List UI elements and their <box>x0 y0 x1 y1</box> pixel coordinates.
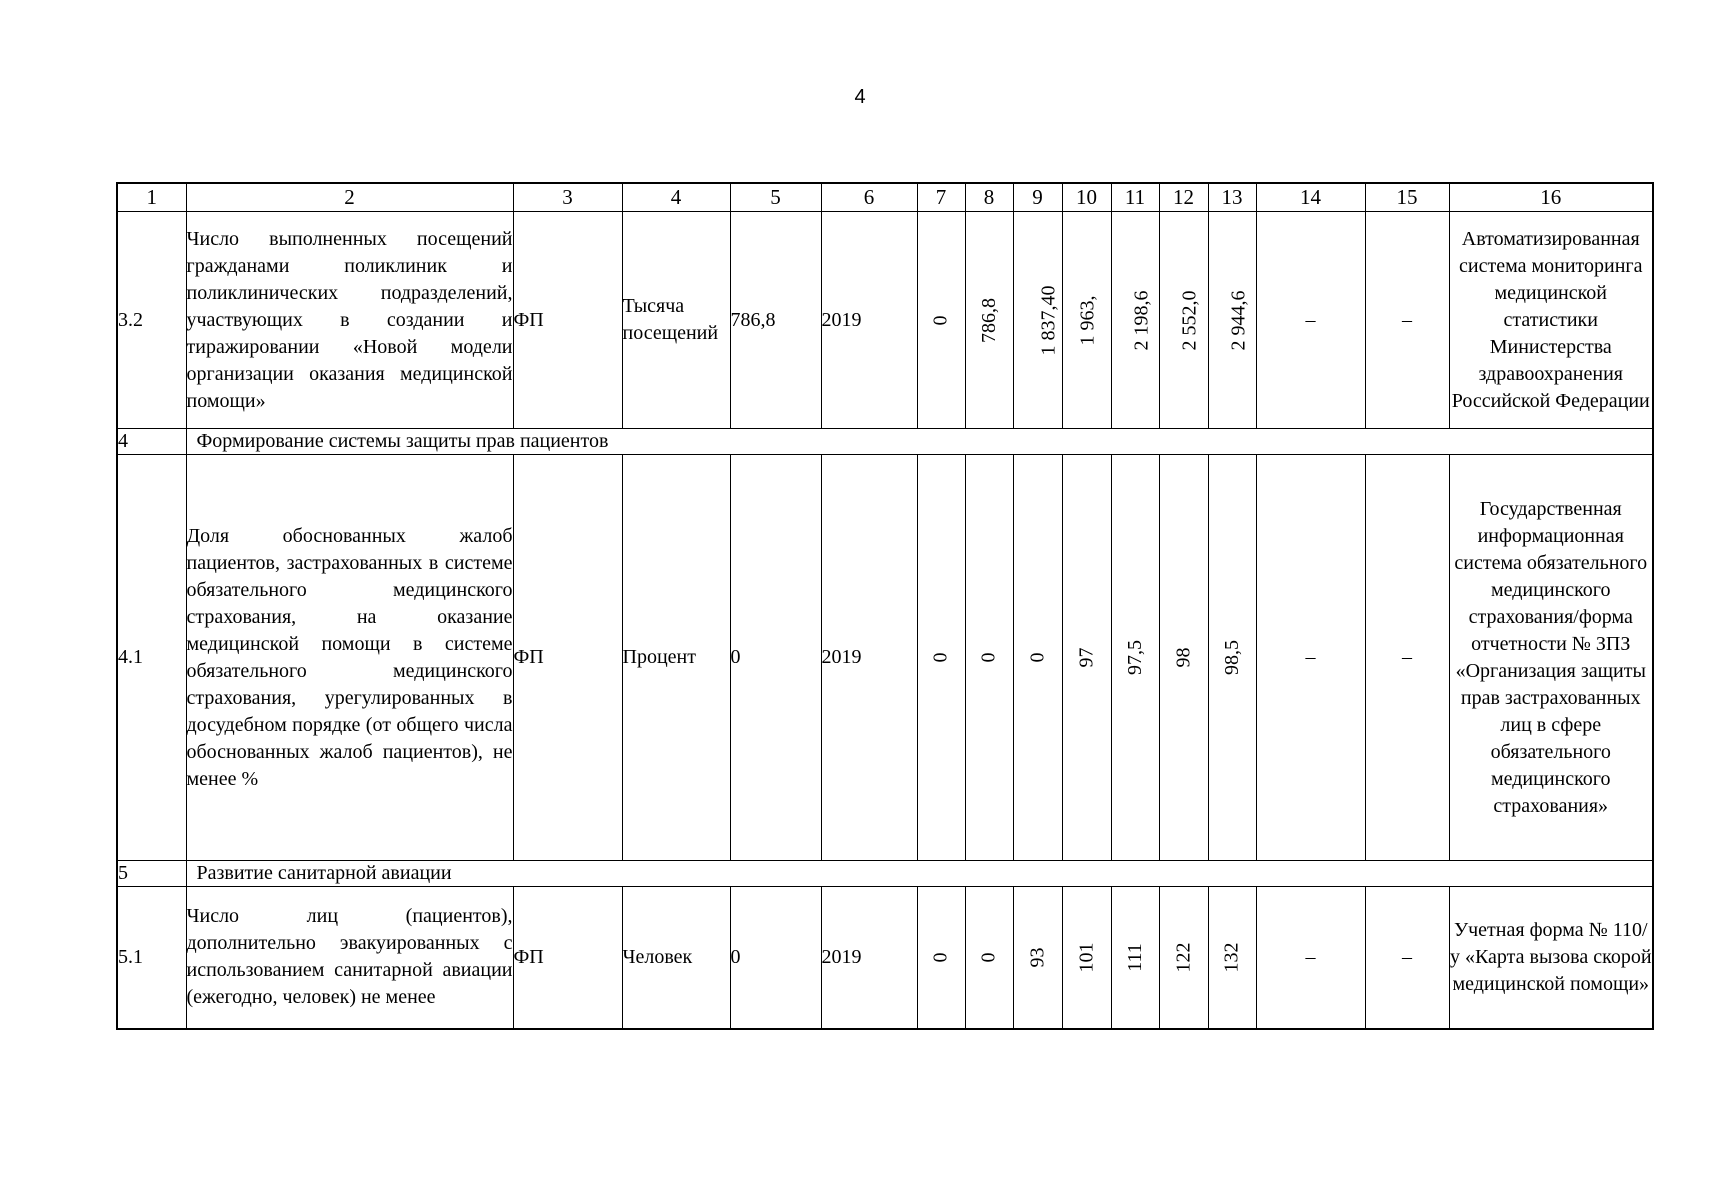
value-col-14: – <box>1256 455 1365 861</box>
col-header: 6 <box>821 183 917 212</box>
value-col-9: 0 <box>1013 455 1062 861</box>
unit: Человек <box>622 887 730 1029</box>
project-type: ФП <box>513 455 622 861</box>
value-col-13: 132 <box>1208 887 1256 1029</box>
col-header: 7 <box>917 183 965 212</box>
row-number: 3.2 <box>117 212 186 429</box>
value-col-11: 97,5 <box>1111 455 1159 861</box>
table-row <box>117 455 1653 861</box>
value-col-14: – <box>1256 887 1365 1029</box>
indicator-name: Число лиц (пациентов), дополнительно эвакуированных с использованием санитарной авиации (ежегодно, человек) не менее <box>186 887 513 1029</box>
value-col-8: 786,8 <box>965 212 1013 429</box>
section-title: Развитие санитарной авиации <box>186 861 1653 887</box>
section-number: 5 <box>117 861 186 887</box>
indicator-name: Число выполненных посещений гражданами поликлиник и поликлинических подразделений, участвующих в создании и тиражировании «Новой модели организации оказания медицинской помощи» <box>186 212 513 429</box>
value-col-8: 0 <box>965 887 1013 1029</box>
col-header: 4 <box>622 183 730 212</box>
page-number: 4 <box>854 86 866 108</box>
row-number: 5.1 <box>117 887 186 1029</box>
table-row <box>117 887 1653 1029</box>
value-col-10: 101 <box>1062 887 1111 1029</box>
value-col-11: 111 <box>1111 887 1159 1029</box>
base-year: 2019 <box>821 887 917 1029</box>
value-col-7: 0 <box>917 212 965 429</box>
value-col-10: 1 963, <box>1062 212 1111 429</box>
data-source: Автоматизированная система мониторинга медицинской статистики Министерства здравоохранения Российской Федерации <box>1449 212 1653 429</box>
value-col-12: 122 <box>1159 887 1208 1029</box>
data-source: Учетная форма № 110/у «Карта вызова скорой медицинской помощи» <box>1449 887 1653 1029</box>
col-header: 13 <box>1208 183 1256 212</box>
col-header: 16 <box>1449 183 1653 212</box>
header-row <box>117 183 1653 212</box>
project-type: ФП <box>513 212 622 429</box>
value-col-15: – <box>1365 455 1449 861</box>
unit: Тысяча посещений <box>622 212 730 429</box>
data-source: Государственная информационная система обязательного медицинского страхования/форма отчетности № ЗПЗ «Организация защиты прав застрахованных лиц в сфере обязательного медицинского страхования» <box>1449 455 1653 861</box>
col-header: 15 <box>1365 183 1449 212</box>
value-col-9: 1 837,40 <box>1013 212 1062 429</box>
indicators-table <box>116 182 1654 1030</box>
value-col-10: 97 <box>1062 455 1111 861</box>
project-type: ФП <box>513 887 622 1029</box>
base-year: 2019 <box>821 212 917 429</box>
base-value: 0 <box>730 887 821 1029</box>
value-col-15: – <box>1365 887 1449 1029</box>
section-title: Формирование системы защиты прав пациентов <box>186 429 1653 455</box>
col-header: 14 <box>1256 183 1365 212</box>
unit: Процент <box>622 455 730 861</box>
indicator-name: Доля обоснованных жалоб пациентов, застрахованных в системе обязательного медицинского страхования, на оказание медицинской помощи в системе обязательного медицинского страхования, урегулированных в досудебном порядке (от общего числа обоснованных жалоб пациентов), не менее % <box>186 455 513 861</box>
value-col-9: 93 <box>1013 887 1062 1029</box>
value-col-12: 98 <box>1159 455 1208 861</box>
row-number: 4.1 <box>117 455 186 861</box>
value-col-15: – <box>1365 212 1449 429</box>
base-value: 786,8 <box>730 212 821 429</box>
value-col-13: 98,5 <box>1208 455 1256 861</box>
col-header: 2 <box>186 183 513 212</box>
value-col-11: 2 198,6 <box>1111 212 1159 429</box>
col-header: 5 <box>730 183 821 212</box>
col-header: 12 <box>1159 183 1208 212</box>
value-col-14: – <box>1256 212 1365 429</box>
col-header: 9 <box>1013 183 1062 212</box>
table-row <box>117 212 1653 429</box>
value-col-7: 0 <box>917 887 965 1029</box>
col-header: 1 <box>117 183 186 212</box>
value-col-12: 2 552,0 <box>1159 212 1208 429</box>
col-header: 8 <box>965 183 1013 212</box>
value-col-13: 2 944,6 <box>1208 212 1256 429</box>
base-year: 2019 <box>821 455 917 861</box>
section-row <box>117 429 1653 455</box>
value-col-8: 0 <box>965 455 1013 861</box>
base-value: 0 <box>730 455 821 861</box>
col-header: 11 <box>1111 183 1159 212</box>
col-header: 10 <box>1062 183 1111 212</box>
section-row <box>117 861 1653 887</box>
col-header: 3 <box>513 183 622 212</box>
value-col-7: 0 <box>917 455 965 861</box>
section-number: 4 <box>117 429 186 455</box>
